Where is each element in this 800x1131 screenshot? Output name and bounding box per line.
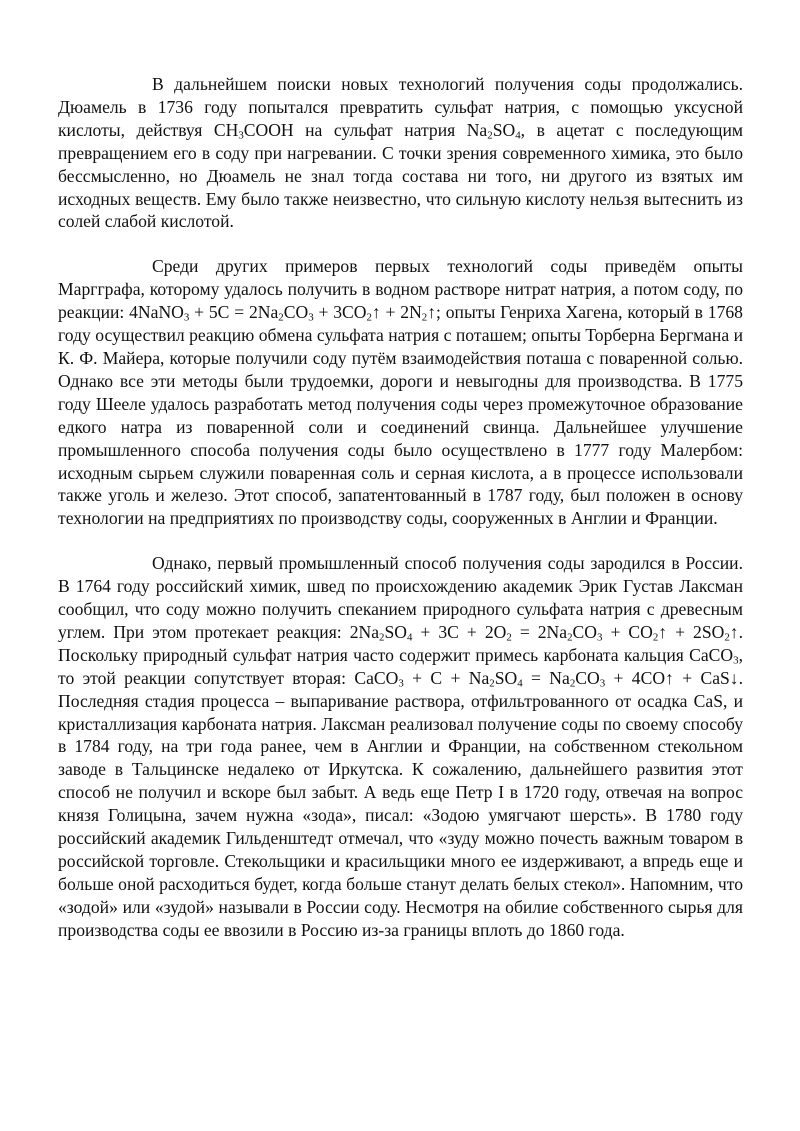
text-segment: SO xyxy=(384,621,407,642)
text-segment: CO xyxy=(283,302,309,323)
subscript: 3 xyxy=(398,677,404,690)
subscript: 2 xyxy=(652,631,659,644)
subscript: 2 xyxy=(379,631,385,644)
subscript: 2 xyxy=(489,677,495,690)
text-segment: SO xyxy=(494,667,518,688)
text-segment: В дальнейшем поиски новых технологий получения соды продолжались. Дюамель в 1736 году попытался превратить сульфат натрия, с помощью уксусной кислоты, действуя CH xyxy=(58,74,743,140)
subscript: 2 xyxy=(278,311,284,324)
subscript: 3 xyxy=(183,311,190,324)
text-segment: SO xyxy=(492,119,516,140)
text-segment: + C + Na xyxy=(403,667,490,688)
subscript: 2 xyxy=(567,631,573,644)
subscript: 2 xyxy=(421,311,428,324)
text-segment: , то этой реакции сопутствует вторая: CaCO xyxy=(58,644,743,688)
subscript: 2 xyxy=(724,631,730,644)
subscript: 4 xyxy=(517,677,523,690)
text-segment: CO xyxy=(572,621,597,642)
text-segment: = 2Na xyxy=(511,621,568,642)
subscript: 3 xyxy=(599,677,606,690)
subscript: 4 xyxy=(406,631,413,644)
text-segment: ↑ + 2N xyxy=(371,302,422,323)
subscript: 3 xyxy=(733,654,739,667)
subscript: 3 xyxy=(238,129,244,142)
text-segment: COOH на сульфат натрия Na xyxy=(243,119,488,140)
subscript: 2 xyxy=(569,677,576,690)
text-segment: = Na xyxy=(522,667,570,688)
subscript: 3 xyxy=(596,631,603,644)
subscript: 4 xyxy=(515,129,521,142)
text-segment: CO xyxy=(575,667,600,688)
subscript: 2 xyxy=(366,311,372,324)
text-segment: + 4CO↑ + CaS↓. Последняя стадия процесса – выпаривание раствора, отфильтрованного от осадка CaS, и кристаллизация карбоната натрия. Лаксман реализовал получение соды по своему способу в 1784 году, на три года ранее, чем в Англии и Франции, на собственном стекольном заводе в Тальцинске недалеко от Иркутска. К сожалению, дальнейшего развития этот способ не получил и вскоре был забыт. А ведь еще Петр I в 1720 году, отвечая на вопрос князя Голицына, зачем нужна «зода», писал: «Зодою умягчают шерсть». В 1780 году российский академик Гильденштедт отмечал, что «зуду можно почесть важным товаром в российской торговле. Стекольщики и красильщики много ее издерживают, а впредь еще и больше оной расходиться будет, когда больше станут делать белых стекол». Напомним, что «зодой» или «зудой» называли в России соду. Несмотря на обилие собственного сырья для производства соды ее ввозили в Россию из-за границы вплоть до 1860 года. xyxy=(58,667,743,940)
text-segment: ↑. Поскольку природный сульфат натрия часто содержит примесь карбоната кальция CaCO xyxy=(58,621,743,665)
text-segment: Среди других примеров первых технологий соды приведём опыты Маргграфа, которому удалось получить в водном растворе нитрат натрия, а потом соду, по реакции: 4NaNO xyxy=(58,256,743,323)
paragraph-1 xyxy=(58,73,743,233)
text-segment: Однако, первый промышленный способ получения соды зародился в России. В 1764 году российский химик, швед по происхождению академик Эрик Густав Лаксман сообщил, что соду можно получить спеканием природного сульфата натрия с древесным углем. При этом протекает реакция: 2Na xyxy=(58,553,743,642)
text-segment: + 3C + 2O xyxy=(412,621,507,642)
paragraph-3 xyxy=(58,552,743,941)
paragraph-2 xyxy=(58,255,743,530)
subscript: 2 xyxy=(487,129,493,142)
subscript: 3 xyxy=(308,311,314,324)
text-segment: + CO xyxy=(602,621,653,642)
text-segment: + 3CO xyxy=(313,302,367,323)
subscript: 2 xyxy=(506,631,512,644)
text-segment: ↑; опыты Генриха Хагена, который в 1768 году осуществил реакцию обмена сульфата натрия с поташем; опыты Торберна Бергмана и К. Ф. Майера, которые получили соду путём взаимодействия поташа с поваренной солью. Однако все эти методы были трудоемки, дороги и невыгодны для производства. В 1775 году Шееле удалось разработать метод получения соды через промежуточное образование едкого натра из поваренной соли и соединений свинца. Дальнейшее улучшение промышленного способа получения соды было осуществлено в 1777 году Малербом: исходным сырьем служили поваренная соль и серная кислота, а в процессе использовали также уголь и железо. Этот способ, запатентованный в 1787 году, был положен в основу технологии на предприятиях по производству соды, сооруженных в Англии и Франции. xyxy=(58,302,743,529)
text-segment: , в ацетат с последующим превращением его в соду при нагревании. С точки зрения современного химика, это было бессмысленно, но Дюамель не знал тогда состава ни того, ни другого из взятых им исходных веществ. Ему было также неизвестно, что сильную кислоту нельзя вытеснить из солей слабой кислотой. xyxy=(58,119,743,232)
text-segment: + 5C = 2Na xyxy=(189,302,279,323)
text-segment: ↑ + 2SO xyxy=(658,621,725,642)
